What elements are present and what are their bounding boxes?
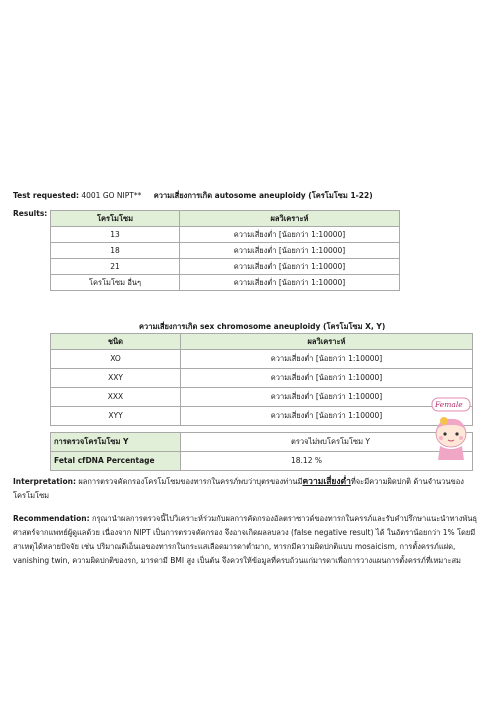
sticker-text: Female	[435, 400, 463, 409]
chromosome-cell: 21	[51, 259, 180, 275]
result-cell: ความเสี่ยงต่ำ [น้อยกว่า 1:10000]	[180, 275, 400, 291]
interpretation-text-after: ที่จะมีความผิดปกติ ด้านจำนวนของโครโมโซม	[13, 477, 464, 500]
interpretation-paragraph	[13, 475, 488, 503]
table-header-row	[51, 334, 473, 350]
table-row	[51, 350, 473, 369]
chromosome-cell: โครโมโซม อื่นๆ	[51, 275, 180, 291]
test-requested-value: 4001 GO NIPT**	[81, 191, 142, 200]
table-row	[51, 452, 473, 471]
table-row	[51, 275, 400, 291]
table-row	[51, 369, 473, 388]
chromosome-cell: 13	[51, 227, 180, 243]
y-chromosome-table	[50, 432, 473, 471]
result-cell: ความเสี่ยงต่ำ [น้อยกว่า 1:10000]	[180, 227, 400, 243]
test-requested-label: Test requested:	[13, 191, 79, 200]
result-cell: ความเสี่ยงต่ำ [น้อยกว่า 1:10000]	[180, 243, 400, 259]
result-cell: ความเสี่ยงต่ำ [น้อยกว่า 1:10000]	[180, 259, 400, 275]
table-row	[51, 407, 473, 426]
column-header-result: ผลวิเคราะห์	[180, 211, 400, 227]
type-cell: XXY	[51, 369, 181, 388]
table-row	[51, 227, 400, 243]
y-check-label: การตรวจโครโมโซม Y	[51, 433, 181, 452]
type-cell: XO	[51, 350, 181, 369]
table-header-row	[51, 211, 400, 227]
result-cell: ความเสี่ยงต่ำ [น้อยกว่า 1:10000]	[181, 369, 473, 388]
table-row	[51, 433, 473, 452]
interpretation-label: Interpretation:	[13, 477, 76, 486]
recommendation-text: กรุณานำผลการตรวจนี้ไปวิเคราะห์ร่วมกับผลการคัดกรองอัลตราซาวด์ของทารกในครรภ์และรับคำปรึกษาแนะนำทางพันธุศาสตร์จากแพทย์ผู้ดูแลด้วย เนื่องจาก NIPT เป็นการตรวจคัดกรอง จึงอาจเกิดผลลบลวง (false negative result) ได้ ในอัตราน้อยกว่า 1% โดยมีสาเหตุได้หลายปัจจัย เช่น ปริมาณดีเอ็นเอของทารกในกระแสเลือดมารดาต่ำมาก, ทารกมีความผิดปกติแบบ mosaicism, การตั้งครรภ์แฝด, vanishing twin, ความผิดปกติของรก, มารดามี BMI สูง เป็นต้น จึงควรให้ข้อมูลที่ครบถ้วนแก่มารดาเพื่อการวางแผนการตั้งครรภ์ที่เหมาะสม	[13, 514, 478, 565]
table-row	[51, 259, 400, 275]
result-cell: ความเสี่ยงต่ำ [น้อยกว่า 1:10000]	[181, 350, 473, 369]
table-row	[51, 388, 473, 407]
column-header-chromosome: โครโมโซม	[51, 211, 180, 227]
results-label: Results:	[13, 209, 48, 218]
type-cell: XYY	[51, 407, 181, 426]
y-check-value: ตรวจไม่พบโครโมโซม Y	[181, 433, 473, 452]
column-header-type: ชนิด	[51, 334, 181, 350]
chromosome-cell: 18	[51, 243, 180, 259]
recommendation-label: Recommendation:	[13, 514, 90, 523]
fetal-fraction-label: Fetal cfDNA Percentage	[51, 452, 181, 471]
sex-chromosome-table	[50, 333, 473, 426]
table-row	[51, 243, 400, 259]
sex-section-title: ความเสี่ยงการเกิด sex chromosome aneuploidy (โครโมโซม X, Y)	[139, 322, 386, 331]
fetal-fraction-value: 18.12 %	[181, 452, 473, 471]
autosome-section-title: ความเสี่ยงการเกิด autosome aneuploidy (โครโมโซม 1-22)	[153, 191, 373, 200]
female-baby-sticker	[422, 396, 480, 462]
interpretation-highlight: ความเสี่ยงต่ำ	[302, 477, 351, 487]
type-cell: XXX	[51, 388, 181, 407]
result-cell: ความเสี่ยงต่ำ [น้อยกว่า 1:10000]	[181, 388, 473, 407]
interpretation-text-before: ผลการตรวจคัดกรองโครโมโซมของทารกในครรภ์พบว่าบุตรของท่านมี	[78, 477, 303, 486]
column-header-result: ผลวิเคราะห์	[181, 334, 473, 350]
result-cell: ความเสี่ยงต่ำ [น้อยกว่า 1:10000]	[181, 407, 473, 426]
recommendation-paragraph	[13, 512, 488, 568]
autosome-table	[50, 210, 400, 291]
test-header	[13, 190, 493, 202]
